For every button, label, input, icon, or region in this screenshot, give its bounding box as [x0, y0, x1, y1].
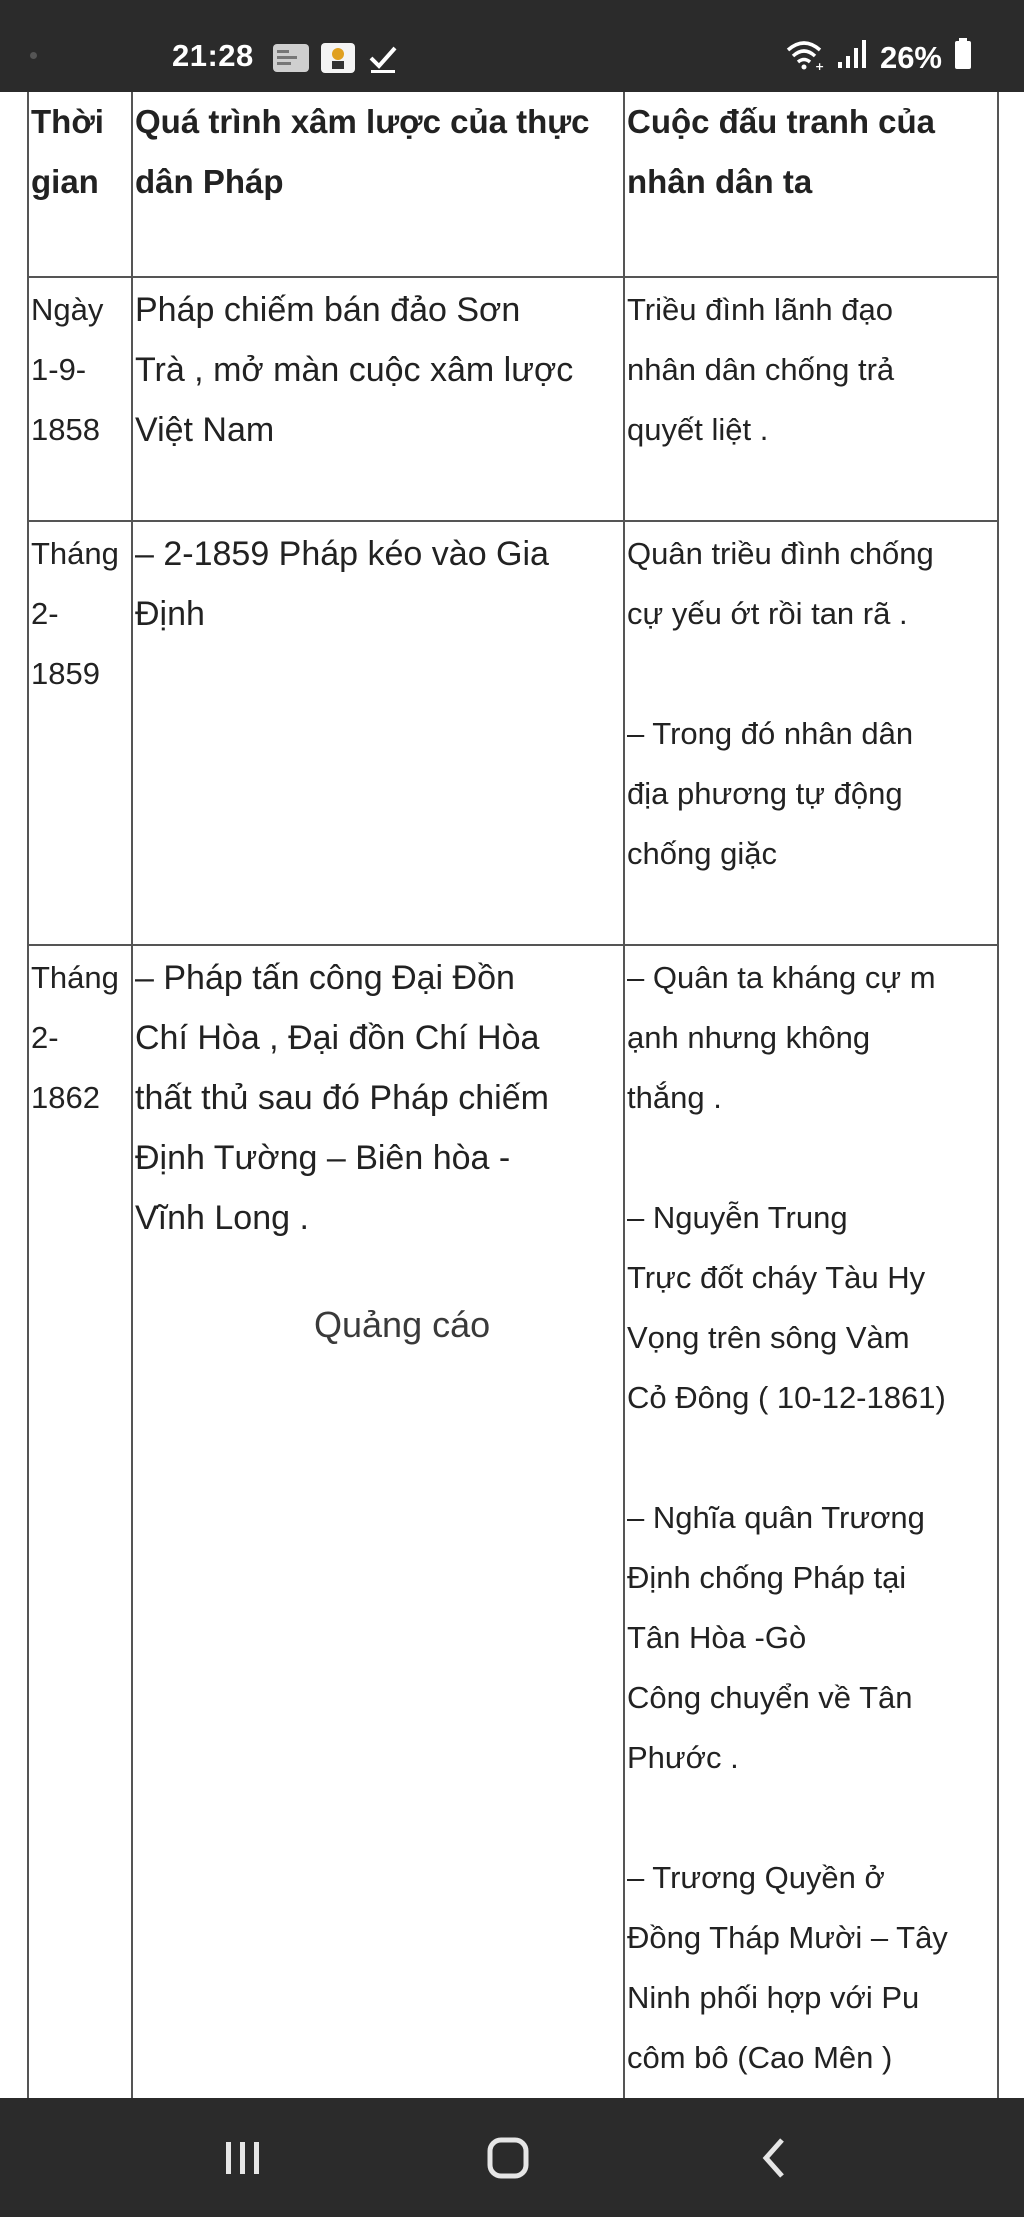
row3-invasion: – Pháp tấn công Đại Đồn Chí Hòa , Đại đồn Chí Hòa thất thủ sau đó Pháp chiếm Định Tường – Biên hòa - Vĩnh Long . — [135, 959, 549, 1237]
home-button[interactable] — [478, 2128, 538, 2188]
battery-percent: 26% — [879, 40, 942, 75]
row2-invasion: – 2-1859 Pháp kéo vào Gia Định — [135, 535, 549, 633]
row2-resistance: Quân triều đình chống cự yếu ớt rồi tan rã . – Trong đó nhân dân địa phương tự động chống giặc — [627, 536, 934, 871]
battery-icon — [954, 38, 972, 78]
home-icon — [484, 2134, 532, 2182]
wifi-icon — [784, 38, 824, 78]
check-icon — [368, 42, 398, 79]
svg-text:+: + — [814, 60, 824, 70]
recents-icon — [220, 2138, 264, 2178]
row3-resistance: – Quân ta kháng cự m ạnh nhưng không thắng . – Nguyễn Trung Trực đốt cháy Tàu Hy Vọng trên sông Vàm Cỏ Đông ( 10-12-1861) – Nghĩa quân Trương Định chống Pháp tại Tân Hòa -Gò Công chuyển về Tân Phước . – Trương Quyền ở Đồng Tháp Mười – Tây Ninh phối hợp với Pu côm bô (Cao Mên ) — [627, 960, 948, 2075]
back-icon — [754, 2134, 794, 2182]
table-row-divider — [27, 520, 999, 522]
table-border-left — [27, 92, 29, 2098]
row1-time: Ngày 1-9- 1858 — [31, 292, 104, 447]
recents-button[interactable] — [212, 2128, 272, 2188]
header-invasion: Quá trình xâm lược của thực dân Pháp — [135, 103, 590, 200]
table-divider-col2 — [623, 92, 625, 2098]
navigation-bar — [0, 2098, 1024, 2217]
table-row-divider — [27, 276, 999, 278]
row3-time: Tháng 2- 1862 — [31, 960, 119, 1115]
status-time: 21:28 — [172, 38, 254, 73]
status-dot — [30, 52, 37, 59]
article-content[interactable] — [0, 92, 1024, 2098]
status-bar — [0, 0, 1024, 92]
app-icon — [320, 42, 356, 79]
gallery-icon — [272, 42, 310, 79]
header-time: Thời gian — [31, 103, 104, 200]
row1-resistance: Triều đình lãnh đạo nhân dân chống trả quyết liệt . — [627, 292, 895, 447]
status-right — [784, 38, 972, 78]
table-divider-col1 — [131, 92, 133, 2098]
header-resistance: Cuộc đấu tranh của nhân dân ta — [627, 103, 936, 200]
history-table — [27, 92, 999, 2098]
row2-time: Tháng 2- 1859 — [31, 536, 119, 691]
signal-icon — [836, 38, 868, 78]
table-row-divider — [27, 944, 999, 946]
ad-label[interactable]: Quảng cáo — [314, 1304, 491, 1345]
table-border-right — [997, 92, 999, 2098]
back-button[interactable] — [744, 2128, 804, 2188]
row1-invasion: Pháp chiếm bán đảo Sơn Trà , mở màn cuộc xâm lược Việt Nam — [135, 291, 574, 449]
